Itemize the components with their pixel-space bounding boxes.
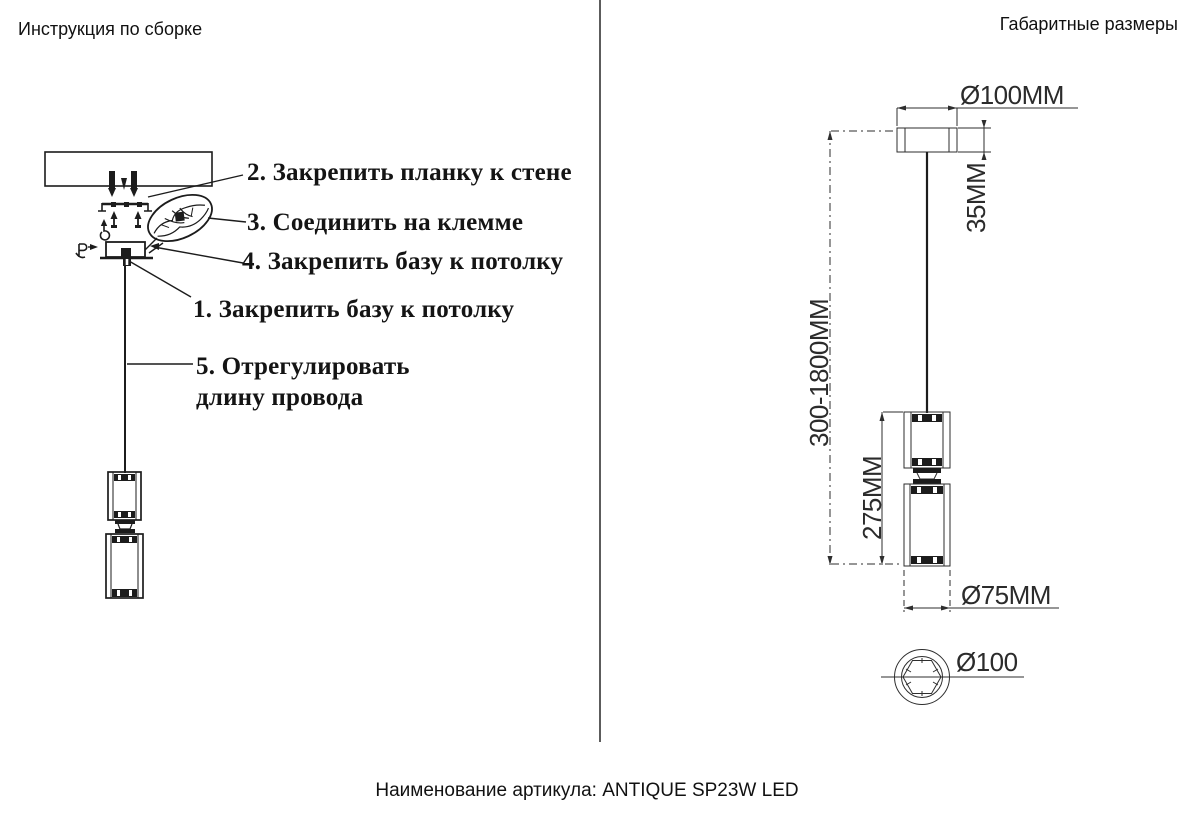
bottom-view [881, 647, 1024, 705]
canopy [897, 128, 957, 152]
dim-body-height [857, 412, 903, 565]
lamp-body [106, 472, 143, 598]
step-label-5 [196, 351, 410, 413]
step-label-5-line2: длину провода [196, 384, 364, 411]
suspension-range-label: 300-1800MM [804, 298, 834, 447]
ceiling-base [100, 242, 153, 266]
screw-p-glyph [76, 244, 98, 258]
canopy-height-label: 35MM [961, 162, 991, 233]
step-label-3: 3. Соединить на клемме [247, 209, 524, 236]
step-label-5-line1: 5. Отрегулировать [196, 353, 410, 380]
body-diameter-label: Ø75MM [961, 580, 1051, 610]
canopy-diameter-label: Ø100MM [960, 80, 1064, 110]
step-label-4: 4. Закрепить базу к потолку [242, 248, 564, 275]
hook-screw-glyph [100, 219, 109, 240]
wall-anchor-screws [108, 171, 138, 197]
left-panel-title: Инструкция по сборке [18, 19, 203, 39]
dim-body-diameter [904, 570, 1059, 612]
bottom-view-diameter-label: Ø100 [956, 647, 1018, 677]
right-panel-title: Габаритные размеры [999, 14, 1178, 34]
article-name-caption: Наименование артикула: ANTIQUE SP23W LED [375, 780, 799, 801]
dim-suspension-range [804, 131, 902, 565]
dimension-drawing [600, 0, 1200, 760]
wall-hatch [45, 152, 212, 186]
dim-canopy-diameter [897, 80, 1078, 126]
step-label-2: 2. Закрепить планку к стене [247, 159, 572, 186]
dim-canopy-height [958, 120, 991, 233]
step-label-1: 1. Закрепить базу к потолку [193, 296, 515, 323]
body-height-label: 275MM [857, 455, 887, 540]
lamp-body-dimensioned [904, 412, 950, 566]
